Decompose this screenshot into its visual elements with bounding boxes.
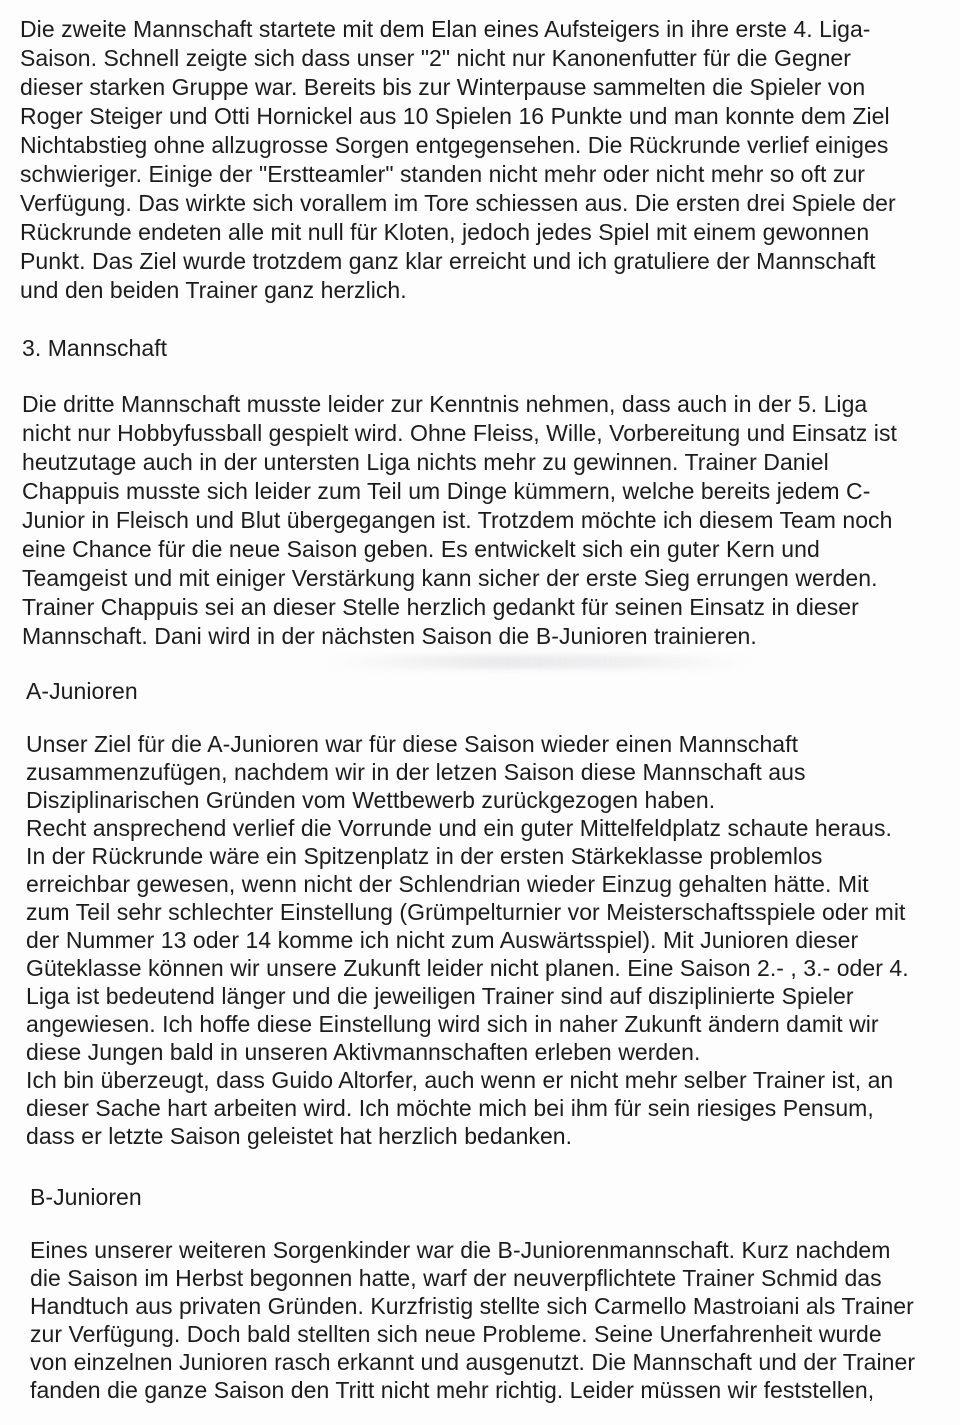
paragraph-line: Teamgeist und mit einiger Verstärkung kann sicher der erste Sieg errungen werden. bbox=[22, 565, 878, 591]
paragraph-line: Die dritte Mannschaft musste leider zur Kenntnis nehmen, dass auch in der 5. Liga bbox=[22, 391, 868, 417]
paragraph-line: dieser starken Gruppe war. Bereits bis zur Winterpause sammelten die Spieler von bbox=[20, 74, 866, 100]
paragraph-line: und den beiden Trainer ganz herzlich. bbox=[20, 277, 407, 303]
paragraph-line: heutzutage auch in der untersten Liga nichts mehr zu gewinnen. Trainer Daniel bbox=[22, 449, 829, 475]
paragraph-line: In der Rückrunde wäre ein Spitzenplatz in der ersten Stärkeklasse problemlos bbox=[26, 843, 823, 869]
section-heading: B-Junioren bbox=[30, 1184, 142, 1210]
paragraph-line: Trainer Chappuis sei an dieser Stelle herzlich gedankt für seinen Einsatz in dieser bbox=[22, 594, 859, 620]
paragraph-line: Liga ist bedeutend länger und die jeweiligen Trainer sind auf disziplinierte Spieler bbox=[26, 983, 854, 1009]
section-heading: 3. Mannschaft bbox=[22, 335, 168, 361]
paragraph-line: zum Teil sehr schlechter Einstellung (Grümpelturnier vor Meisterschaftsspiele oder mit bbox=[26, 899, 906, 925]
paragraph-line: Disziplinarischen Gründen vom Wettbewerb zurückgezogen haben. bbox=[26, 787, 716, 813]
paragraph-line: von einzelnen Junioren rasch erkannt und ausgenutzt. Die Mannschaft und der Trainer bbox=[30, 1349, 916, 1375]
paragraph-line: schwieriger. Einige der "Erstteamler" standen nicht mehr oder nicht mehr so oft zur bbox=[20, 161, 866, 187]
paragraph-line: Handtuch aus privaten Gründen. Kurzfristig stellte sich Carmello Mastroiani als Trainer bbox=[30, 1293, 914, 1319]
paragraph-line: fanden die ganze Saison den Tritt nicht mehr richtig. Leider müssen wir feststellen, bbox=[30, 1377, 875, 1403]
paragraph-line: Güteklasse können wir unsere Zukunft leider nicht planen. Eine Saison 2.- , 3.- oder 4. bbox=[26, 955, 909, 981]
paragraph-line: Rückrunde endeten alle mit null für Kloten, jedoch jedes Spiel mit einem gewonnen bbox=[20, 219, 870, 245]
paragraph-line: eine Chance für die neue Saison geben. Es entwickelt sich ein guter Kern und bbox=[22, 536, 820, 562]
paragraph-line: der Nummer 13 oder 14 komme ich nicht zum Auswärtsspiel). Mit Junioren dieser bbox=[26, 927, 859, 953]
section-heading: A-Junioren bbox=[26, 678, 138, 704]
paragraph-line: Mannschaft. Dani wird in der nächsten Saison die B-Junioren trainieren. bbox=[22, 623, 757, 649]
paragraph-line: Roger Steiger und Otti Hornickel aus 10 Spielen 16 Punkte und man konnte dem Ziel bbox=[20, 103, 890, 129]
paragraph-line: dieser Sache hart arbeiten wird. Ich möchte mich bei ihm für sein riesiges Pensum, bbox=[26, 1095, 874, 1121]
paragraph-line: die Saison im Herbst begonnen hatte, warf der neuverpflichtete Trainer Schmid das bbox=[30, 1265, 882, 1291]
paragraph-line: Nichtabstieg ohne allzugrosse Sorgen entgegensehen. Die Rückrunde verlief einiges bbox=[20, 132, 889, 158]
paragraph-line: diese Jungen bald in unseren Aktivmannschaften erleben werden. bbox=[26, 1039, 701, 1065]
paragraph-line: nicht nur Hobbyfussball gespielt wird. Ohne Fleiss, Wille, Vorbereitung und Einsatz ist bbox=[22, 420, 897, 446]
paragraph-line: Verfügung. Das wirkte sich vorallem im Tore schiessen aus. Die ersten drei Spiele der bbox=[20, 190, 896, 216]
scan-smudge bbox=[330, 655, 750, 669]
paragraph-line: Ich bin überzeugt, dass Guido Altorfer, auch wenn er nicht mehr selber Trainer ist, an bbox=[26, 1067, 894, 1093]
paragraph-line: Punkt. Das Ziel wurde trotzdem ganz klar erreicht und ich gratuliere der Mannschaft bbox=[20, 248, 876, 274]
paragraph-line: Chappuis musste sich leider zum Teil um Dinge kümmern, welche bereits jedem C- bbox=[22, 478, 871, 504]
paragraph-line: Saison. Schnell zeigte sich dass unser "2" nicht nur Kanonenfutter für die Gegner bbox=[20, 45, 851, 71]
paragraph-line: angewiesen. Ich hoffe diese Einstellung wird sich in naher Zukunft ändern damit wir bbox=[26, 1011, 879, 1037]
paragraph-line: Unser Ziel für die A-Junioren war für diese Saison wieder einen Mannschaft bbox=[26, 731, 799, 757]
paragraph-line: Recht ansprechend verlief die Vorrunde und ein guter Mittelfeldplatz schaute heraus. bbox=[26, 815, 892, 841]
paragraph-line: erreichbar gewesen, wenn nicht der Schlendrian wieder Einzug gehalten hätte. Mit bbox=[26, 871, 869, 897]
paragraph-line: zur Verfügung. Doch bald stellten sich neue Probleme. Seine Unerfahrenheit wurde bbox=[30, 1321, 882, 1347]
paragraph-line: Die zweite Mannschaft startete mit dem Elan eines Aufsteigers in ihre erste 4. Liga- bbox=[20, 16, 871, 42]
paragraph-line: Eines unserer weiteren Sorgenkinder war die B-Juniorenmannschaft. Kurz nachdem bbox=[30, 1237, 891, 1263]
paragraph-line: dass er letzte Saison geleistet hat herzlich bedanken. bbox=[26, 1123, 573, 1149]
paragraph-line: zusammenzufügen, nachdem wir in der letzen Saison diese Mannschaft aus bbox=[26, 759, 806, 785]
paragraph-line: Junior in Fleisch und Blut übergegangen ist. Trotzdem möchte ich diesem Team noch bbox=[22, 507, 893, 533]
